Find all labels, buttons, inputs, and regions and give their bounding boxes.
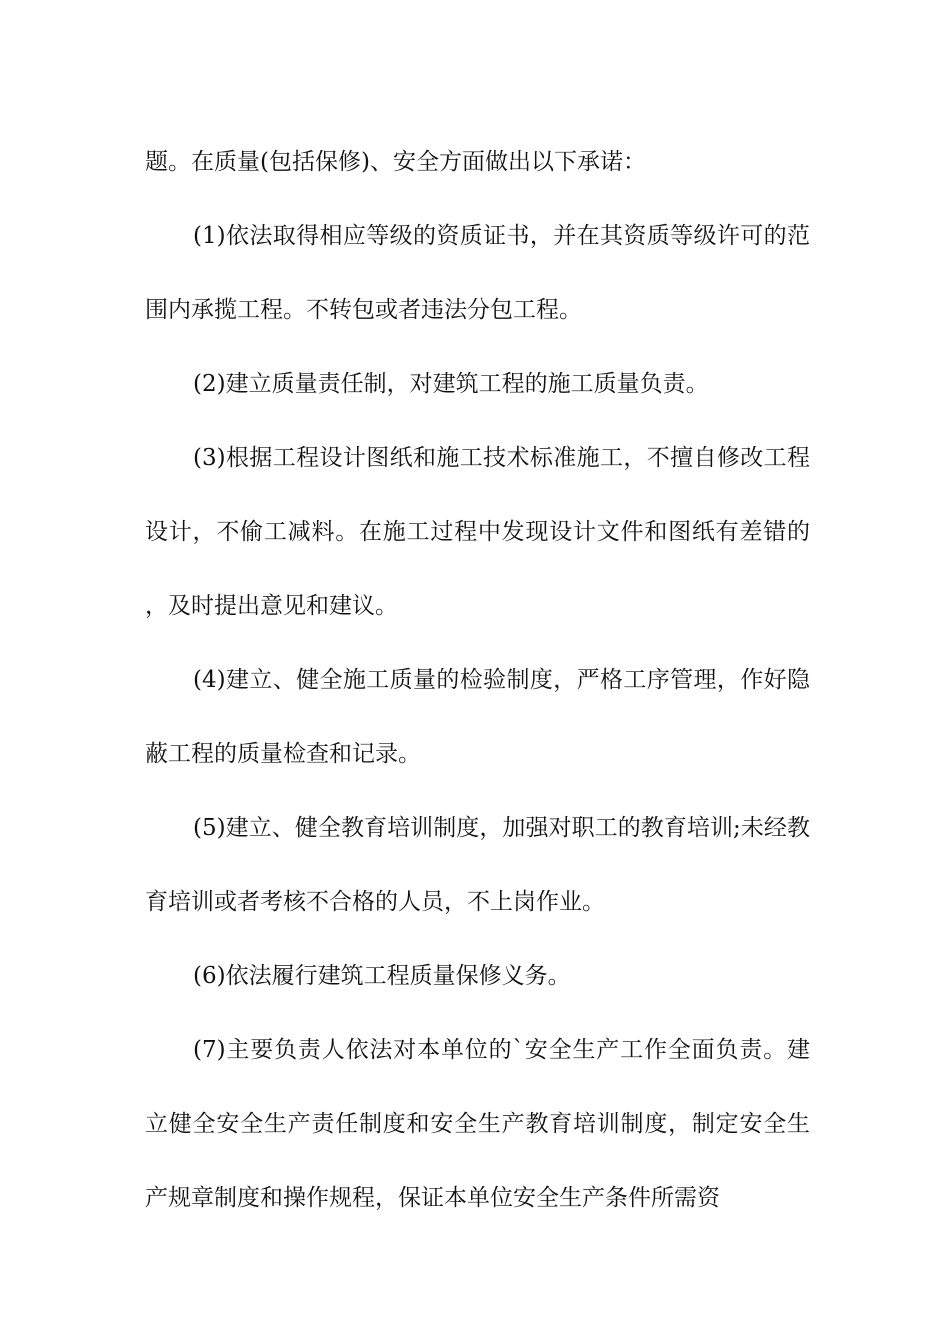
paragraph-continuation: 题。在质量(包括保修)、安全方面做出以下承诺： — [145, 149, 646, 175]
paragraph-item-1: (1)依法取得相应等级的资质证书，并在其资质等级许可的范围内承揽工程。不转包或者违法分包工程。 — [145, 223, 810, 323]
document-body — [145, 125, 810, 1235]
paragraph-item-5: (5)建立、健全教育培训制度，加强对职工的教育培训;未经教育培训或者考核不合格的人员，不上岗作业。 — [145, 815, 810, 915]
paragraph-item-3: (3)根据工程设计图纸和施工技术标准施工，不擅自修改工程设计，不偷工减料。在施工过程中发现设计文件和图纸有差错的，及时提出意见和建议。 — [145, 445, 810, 619]
paragraph-item-7: (7)主要负责人依法对本单位的`安全生产工作全面负责。建立健全安全生产责任制度和安全生产教育培训制度，制定安全生产规章制度和操作规程，保证本单位安全生产条件所需资 — [145, 1037, 810, 1211]
paragraph-item-4: (4)建立、健全施工质量的检验制度，严格工序管理，作好隐蔽工程的质量检查和记录。 — [145, 667, 810, 767]
paragraph-item-2: (2)建立质量责任制，对建筑工程的施工质量负责。 — [193, 371, 709, 397]
paragraph-item-6: (6)依法履行建筑工程质量保修义务。 — [193, 963, 571, 989]
